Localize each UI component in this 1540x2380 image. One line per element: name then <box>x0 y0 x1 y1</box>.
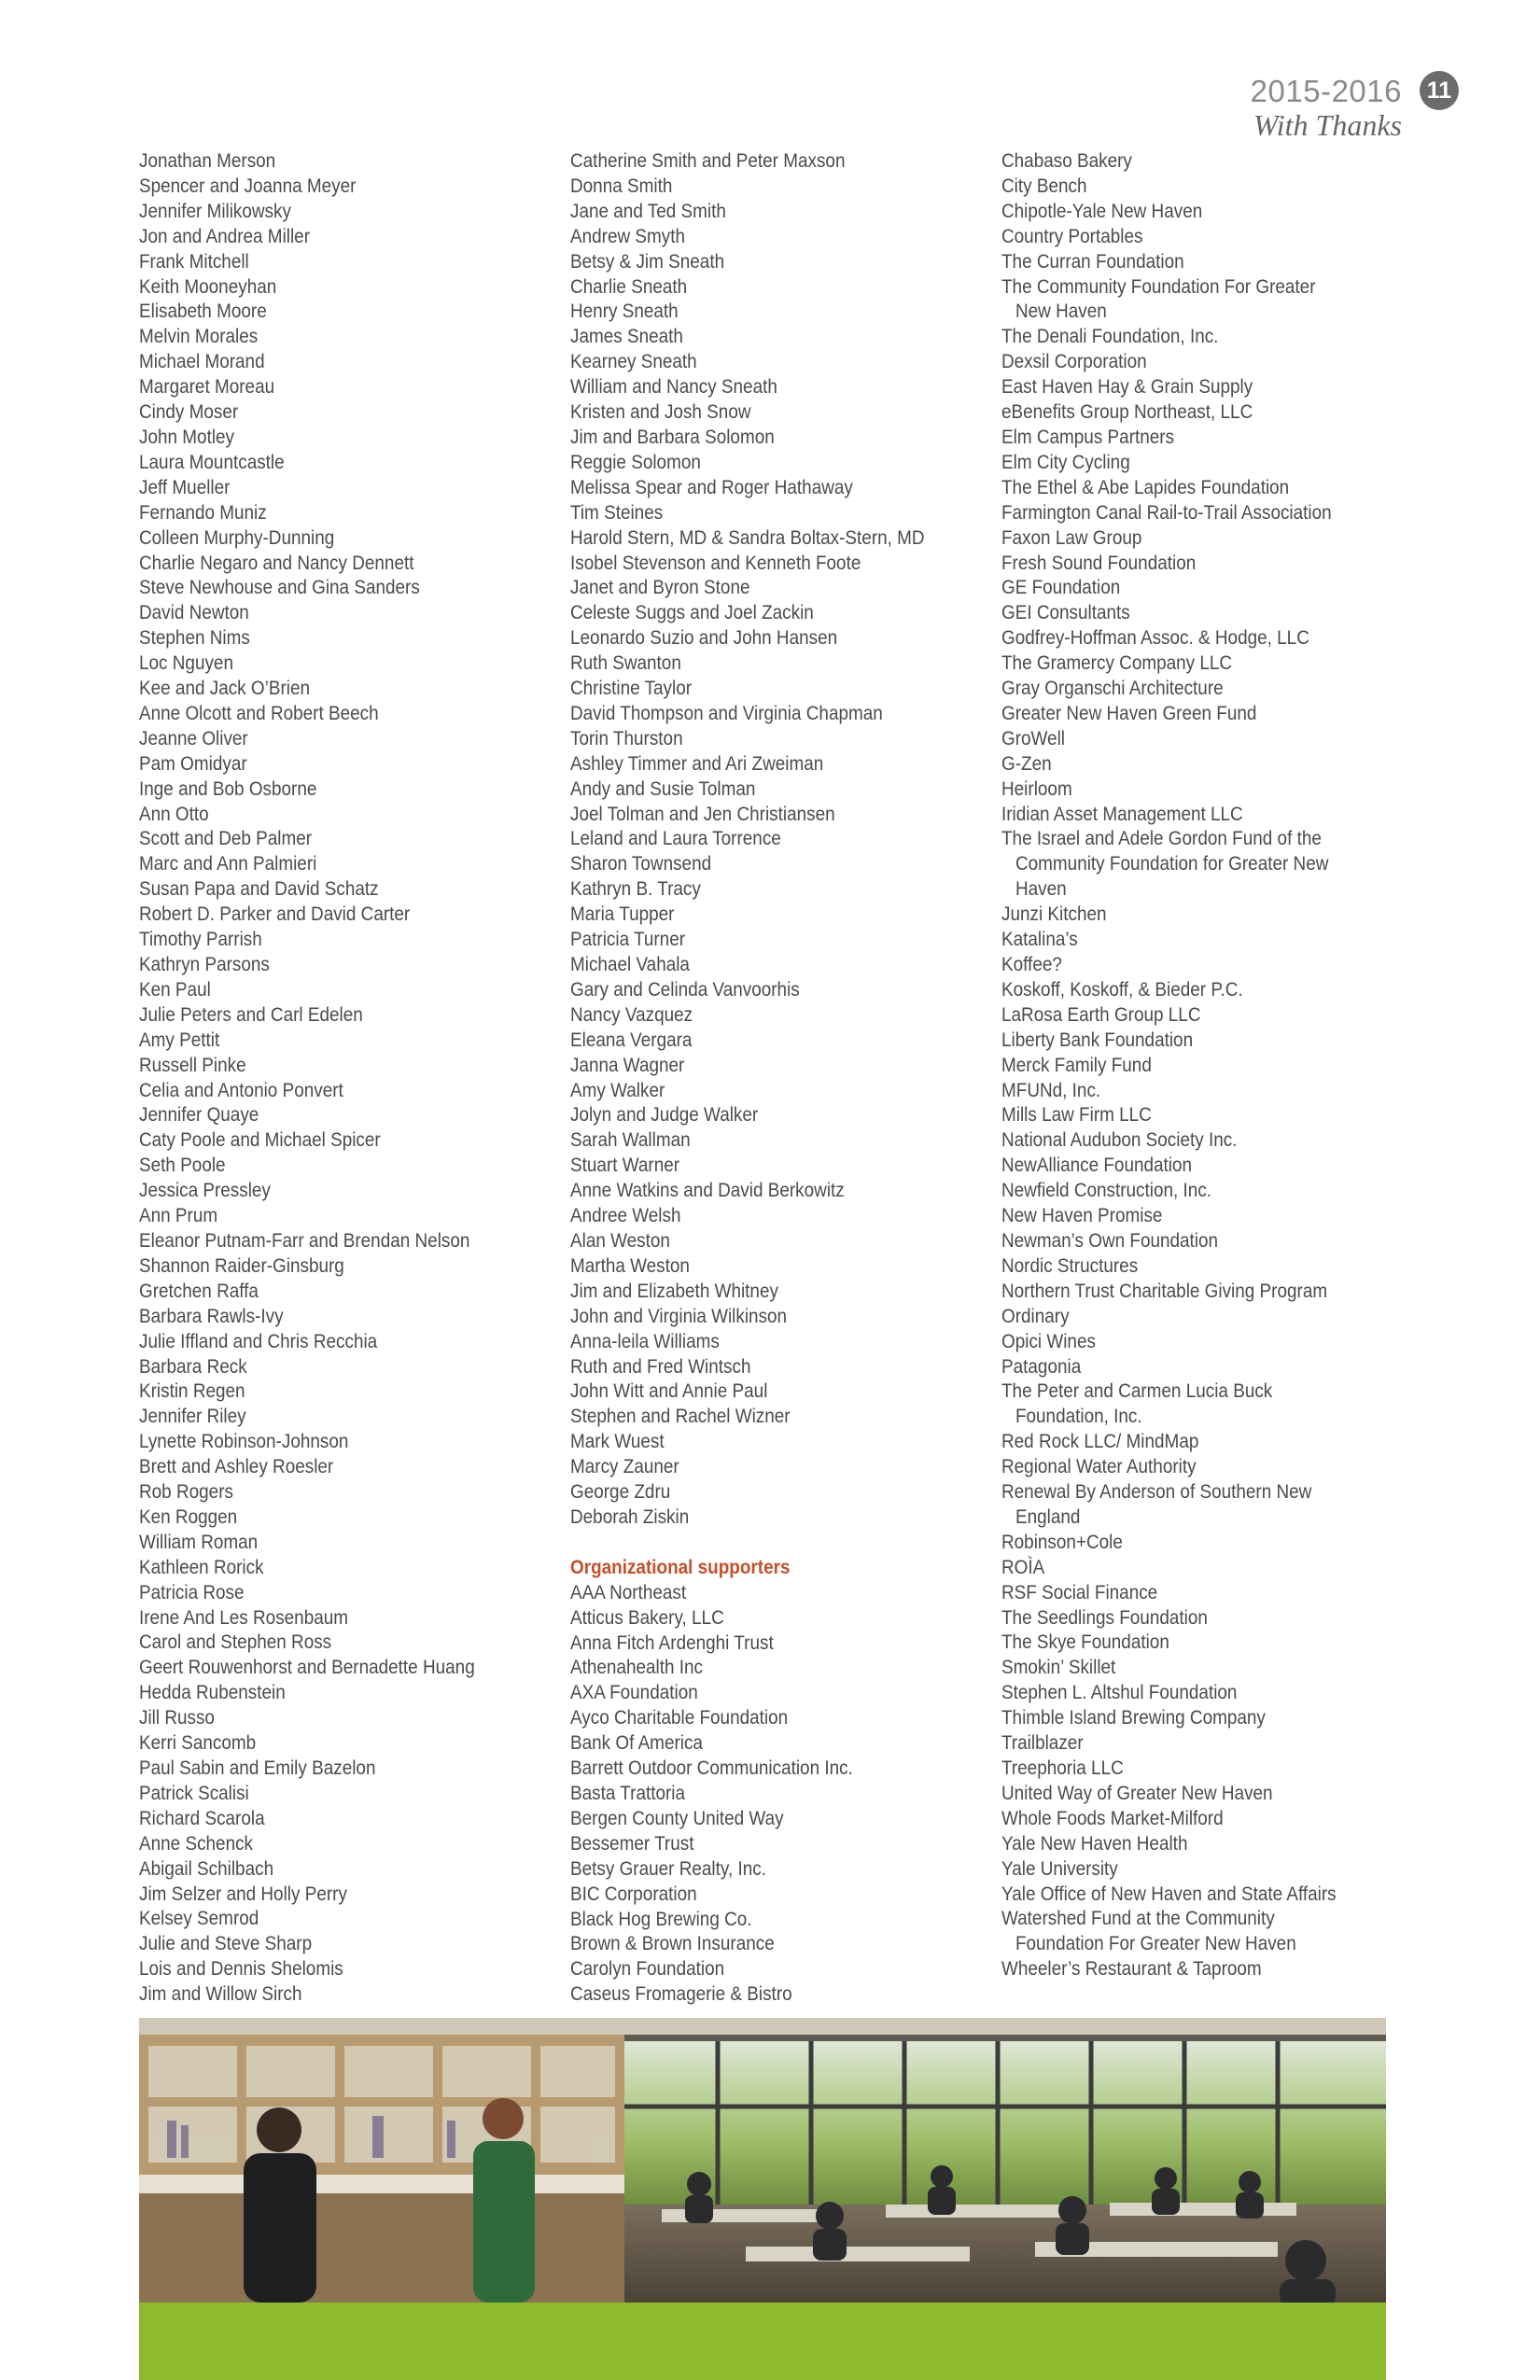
donor-name: Rob Rogers <box>139 1480 233 1504</box>
org-name: Barrett Outdoor Communication Inc. <box>570 1757 853 1780</box>
org-name: England <box>1015 1505 1081 1528</box>
donor-name: Andrew Smyth <box>570 224 686 247</box>
org-column-3 <box>1001 148 1403 1981</box>
donor-name: Stephen Nims <box>139 626 250 650</box>
donor-name: Hedda Rubenstein <box>139 1681 286 1704</box>
donor-name: Jim Selzer and Holly Perry <box>139 1882 347 1905</box>
donor-name: Jim and Elizabeth Whitney <box>570 1279 778 1302</box>
org-name: ROÌA <box>1001 1555 1045 1578</box>
classroom-illustration <box>139 2018 1386 2303</box>
donor-name: Melissa Spear and Roger Hathaway <box>570 475 853 498</box>
org-name: Faxon Law Group <box>1001 525 1142 549</box>
donor-name: Jon and Andrea Miller <box>139 224 311 247</box>
donor-name: Lois and Dennis Shelomis <box>139 1957 343 1981</box>
donor-name: Scott and Deb Palmer <box>139 827 313 850</box>
donor-name: John Witt and Annie Paul <box>570 1379 768 1403</box>
donor-name: Elisabeth Moore <box>139 300 267 323</box>
donor-name: Pam Omidyar <box>139 751 247 775</box>
donor-name: Lynette Robinson-Johnson <box>139 1430 349 1453</box>
org-name: Haven <box>1015 877 1067 901</box>
org-name: The Peter and Carmen Lucia Buck <box>1001 1379 1273 1403</box>
donor-name: Janna Wagner <box>570 1053 685 1076</box>
donor-name: Barbara Reck <box>139 1354 247 1378</box>
org-name: Chabaso Bakery <box>1001 149 1132 172</box>
donor-name: Jennifer Quaye <box>139 1103 259 1127</box>
donor-name: Andy and Susie Tolman <box>570 777 756 800</box>
org-name: Caseus Fromagerie & Bistro <box>570 1982 792 2006</box>
donor-name: Julie Iffland and Chris Recchia <box>139 1329 378 1352</box>
donor-name: Jim and Willow Sirch <box>139 1982 302 2006</box>
org-name: Trailblazer <box>1001 1731 1084 1755</box>
org-name: Junzi Kitchen <box>1001 903 1107 926</box>
org-name: The Ethel & Abe Lapides Foundation <box>1001 475 1290 498</box>
org-name: AAA Northeast <box>570 1580 687 1603</box>
donor-name: Anna-leila Williams <box>570 1329 720 1352</box>
org-name: United Way of Greater New Haven <box>1001 1781 1273 1804</box>
org-name: Anna Fitch Ardenghi Trust <box>570 1631 774 1654</box>
donor-name: Jolyn and Judge Walker <box>570 1103 759 1127</box>
donor-name: Betsy & Jim Sneath <box>570 249 725 273</box>
donor-name: Jeff Mueller <box>139 475 231 498</box>
org-name: Betsy Grauer Realty, Inc. <box>570 1856 766 1880</box>
org-name: City Bench <box>1001 174 1087 197</box>
org-name: Robinson+Cole <box>1001 1530 1123 1553</box>
org-name: Yale New Haven Health <box>1001 1831 1188 1855</box>
org-name: Basta Trattoria <box>570 1782 686 1804</box>
donor-name: Cindy Moser <box>139 400 239 424</box>
donor-name: Patricia Rose <box>139 1580 245 1603</box>
donor-name: Irene And Les Rosenbaum <box>139 1605 349 1629</box>
donor-name: Deborah Ziskin <box>570 1505 690 1528</box>
org-name: NewAlliance Foundation <box>1001 1154 1193 1177</box>
org-name: Patagonia <box>1001 1354 1082 1378</box>
donor-name: Andree Welsh <box>570 1204 681 1227</box>
org-name: Community Foundation for Greater New <box>1015 852 1329 875</box>
donor-name: Kathleen Rorick <box>139 1555 264 1578</box>
donor-name: Shannon Raider-Ginsburg <box>139 1253 344 1277</box>
donor-name: Nancy Vazquez <box>570 1002 693 1026</box>
org-name: The Seedlings Foundation <box>1001 1605 1208 1629</box>
org-name: LaRosa Earth Group LLC <box>1001 1002 1201 1026</box>
org-name: Atticus Bakery, LLC <box>570 1605 724 1629</box>
org-name: MFUNd, Inc. <box>1001 1078 1101 1101</box>
donor-name: Maria Tupper <box>570 903 675 926</box>
donor-name: Jessica Pressley <box>139 1179 271 1202</box>
donor-name: Jim and Barbara Solomon <box>570 425 775 448</box>
donor-name: Carol and Stephen Ross <box>139 1631 332 1654</box>
donor-name: Robert D. Parker and David Carter <box>139 903 411 926</box>
org-name: The Community Foundation For Greater <box>1001 274 1316 298</box>
donor-name: Loc Nguyen <box>139 651 233 675</box>
org-name: Katalina’s <box>1001 928 1078 951</box>
org-name: Gray Organschi Architecture <box>1001 677 1224 700</box>
org-name: Foundation For Greater New Haven <box>1015 1932 1296 1955</box>
donor-name: Susan Papa and David Schatz <box>139 877 379 901</box>
donor-name: Patrick Scalisi <box>139 1781 249 1804</box>
org-name: Brown & Brown Insurance <box>570 1932 775 1955</box>
donor-name: Gary and Celinda Vanvoorhis <box>570 977 800 1001</box>
org-name: Bessemer Trust <box>570 1831 694 1855</box>
donor-name: Barbara Rawls-Ivy <box>139 1304 284 1327</box>
donor-name: Charlie Negaro and Nancy Dennett <box>139 551 414 574</box>
donor-name: David Thompson and Virginia Chapman <box>570 701 883 724</box>
donor-name: Marc and Ann Palmieri <box>139 852 317 875</box>
org-name: Whole Foods Market-Milford <box>1001 1806 1224 1829</box>
donor-name: Tim Steines <box>570 500 664 524</box>
org-name: GE Foundation <box>1001 576 1121 599</box>
page-number-badge: 11 <box>1420 71 1459 110</box>
org-name: Renewal By Anderson of Southern New <box>1001 1480 1312 1504</box>
org-name: The Gramercy Company LLC <box>1001 651 1233 675</box>
donor-name: Fernando Muniz <box>139 500 267 524</box>
donor-name: Russell Pinke <box>139 1053 246 1076</box>
header-year: 2015-2016 <box>1250 74 1402 108</box>
org-name: New Haven Promise <box>1001 1204 1163 1227</box>
donor-name: Gretchen Raffa <box>139 1279 259 1302</box>
donor-name: John Motley <box>139 425 235 448</box>
donor-name: Ann Otto <box>139 802 209 825</box>
donor-name: Sharon Townsend <box>570 852 712 875</box>
org-name: RSF Social Finance <box>1001 1580 1158 1603</box>
donor-name: Janet and Byron Stone <box>570 576 750 599</box>
donor-name: Margaret Moreau <box>139 375 275 399</box>
donor-name: Kristin Regen <box>139 1379 245 1403</box>
donor-name: Richard Scarola <box>139 1806 265 1829</box>
donor-name: Christine Taylor <box>570 677 693 700</box>
org-name: G-Zen <box>1001 751 1052 775</box>
org-name: Koffee? <box>1001 953 1062 975</box>
donor-name: Kristen and Josh Snow <box>570 400 751 424</box>
donor-name: William Roman <box>139 1530 259 1553</box>
donor-name: Ann Prum <box>139 1204 218 1227</box>
org-name: East Haven Hay & Grain Supply <box>1001 375 1253 399</box>
org-name: Black Hog Brewing Co. <box>570 1907 752 1930</box>
org-name: Liberty Bank Foundation <box>1001 1028 1194 1051</box>
donor-name: Timothy Parrish <box>139 928 262 951</box>
donor-list <box>570 148 972 1530</box>
donor-name: Keith Mooneyhan <box>139 274 277 298</box>
donor-name: Henry Sneath <box>570 300 679 323</box>
donor-name: Mark Wuest <box>570 1430 665 1453</box>
donor-name: Ruth and Fred Wintsch <box>570 1354 751 1378</box>
donor-name: Amy Pettit <box>139 1028 220 1051</box>
org-name: Country Portables <box>1001 224 1143 247</box>
donor-name: Melvin Morales <box>139 325 259 348</box>
donor-name: Martha Weston <box>570 1253 690 1277</box>
header-subtitle: With Thanks <box>1253 108 1402 142</box>
org-name: Mills Law Firm LLC <box>1001 1103 1152 1127</box>
donor-name: Harold Stern, MD & Sandra Boltax-Stern, MD <box>570 525 925 549</box>
org-list <box>570 1580 972 2007</box>
donor-name: Donna Smith <box>570 174 673 197</box>
donor-name: Anne Olcott and Robert Beech <box>139 701 379 724</box>
org-name: Carolyn Foundation <box>570 1957 725 1981</box>
donor-name: Stuart Warner <box>570 1154 680 1177</box>
org-name: Elm Campus Partners <box>1001 425 1175 448</box>
org-name: National Audubon Society Inc. <box>1001 1128 1238 1152</box>
donor-name: Ashley Timmer and Ari Zweiman <box>570 751 824 775</box>
donor-name: Sarah Wallman <box>570 1128 691 1152</box>
org-name: Stephen L. Altshul Foundation <box>1001 1681 1238 1704</box>
donor-name: Kee and Jack O’Brien <box>139 677 310 700</box>
donor-name: Ken Roggen <box>139 1505 238 1528</box>
org-name: Dexsil Corporation <box>1001 350 1147 373</box>
org-name: BIC Corporation <box>570 1882 697 1905</box>
donor-name: Jill Russo <box>139 1706 215 1729</box>
org-name: The Israel and Adele Gordon Fund of the <box>1001 827 1322 850</box>
org-name: Heirloom <box>1001 777 1072 800</box>
org-name: The Skye Foundation <box>1001 1631 1169 1654</box>
org-name: Nordic Structures <box>1001 1253 1139 1277</box>
org-name: Wheeler’s Restaurant & Taproom <box>1001 1957 1262 1981</box>
donor-name: Amy Walker <box>570 1078 665 1101</box>
donor-name: Jeanne Oliver <box>139 726 248 749</box>
page-header <box>1251 75 1402 142</box>
org-name: Newman’s Own Foundation <box>1001 1228 1219 1252</box>
donor-name: Celeste Suggs and Joel Zackin <box>570 601 814 624</box>
donor-name: Alan Weston <box>570 1228 670 1252</box>
org-name: Regional Water Authority <box>1001 1455 1197 1478</box>
org-name: Watershed Fund at the Community <box>1001 1907 1275 1930</box>
org-name: Opici Wines <box>1001 1329 1096 1352</box>
org-name: Iridian Asset Management LLC <box>1001 802 1243 825</box>
org-name: Merck Family Fund <box>1001 1053 1152 1076</box>
org-name: Bank Of America <box>570 1731 703 1755</box>
donor-name: Anne Watkins and David Berkowitz <box>570 1179 845 1202</box>
donor-name: Spencer and Joanna Meyer <box>139 174 357 197</box>
org-name: Athenahealth Inc <box>570 1656 704 1679</box>
donor-name: Laura Mountcastle <box>139 450 285 473</box>
donor-name: Inge and Bob Osborne <box>139 777 317 800</box>
donor-name: Eleanor Putnam-Farr and Brendan Nelson <box>139 1228 470 1252</box>
donor-name: Isobel Stevenson and Kenneth Foote <box>570 551 861 574</box>
org-name: Ayco Charitable Foundation <box>570 1706 789 1729</box>
donor-name: Eleana Vergara <box>570 1028 693 1051</box>
org-name: Bergen County United Way <box>570 1806 784 1829</box>
donor-name: Anne Schenck <box>139 1831 254 1855</box>
donor-name: Kerri Sancomb <box>139 1731 257 1755</box>
donor-name: Celia and Antonio Ponvert <box>139 1078 343 1101</box>
donor-name: John and Virginia Wilkinson <box>570 1304 788 1327</box>
donor-name: Paul Sabin and Emily Bazelon <box>139 1757 376 1779</box>
donor-name: Michael Morand <box>139 350 265 373</box>
org-name: eBenefits Group Northeast, LLC <box>1001 400 1253 424</box>
donor-name: Charlie Sneath <box>570 274 688 298</box>
donor-name: Kathryn Parsons <box>139 953 270 975</box>
org-name: Koskoff, Koskoff, & Bieder P.C. <box>1001 977 1243 1001</box>
donor-name: Jane and Ted Smith <box>570 199 726 222</box>
org-name: The Denali Foundation, Inc. <box>1001 325 1219 348</box>
org-name: The Curran Foundation <box>1001 249 1184 273</box>
org-name: Newfield Construction, Inc. <box>1001 1179 1212 1202</box>
donor-name: Kelsey Semrod <box>139 1907 259 1930</box>
donor-name: Stephen and Rachel Wizner <box>570 1405 791 1428</box>
org-name: Foundation, Inc. <box>1015 1405 1142 1428</box>
org-name: AXA Foundation <box>570 1681 698 1704</box>
donor-name: Torin Thurston <box>570 726 683 749</box>
donor-column-2 <box>570 148 972 2007</box>
org-name: Yale Office of New Haven and State Affairs <box>1001 1882 1337 1905</box>
donor-name: Steve Newhouse and Gina Sanders <box>139 576 420 599</box>
donor-name: George Zdru <box>570 1480 671 1504</box>
org-name: Ordinary <box>1001 1304 1070 1327</box>
org-name: Greater New Haven Green Fund <box>1001 701 1257 724</box>
donor-name: Julie and Steve Sharp <box>139 1932 313 1955</box>
org-name: Farmington Canal Rail-to-Trail Association <box>1001 500 1332 524</box>
donor-name: Kearney Sneath <box>570 350 697 373</box>
donor-name: Marcy Zauner <box>570 1455 679 1478</box>
org-name: New Haven <box>1015 300 1107 323</box>
donor-name: Brett and Ashley Roesler <box>139 1455 334 1478</box>
org-name: Smokin’ Skillet <box>1001 1656 1116 1679</box>
donor-name: James Sneath <box>570 325 683 348</box>
donor-name: Frank Mitchell <box>139 249 249 273</box>
donor-name: Ken Paul <box>139 977 211 1001</box>
org-supporters-heading: Organizational supporters <box>570 1555 791 1578</box>
donor-name: Patricia Turner <box>570 928 686 951</box>
donor-name: Colleen Murphy-Dunning <box>139 525 335 549</box>
donor-name: Joel Tolman and Jen Christiansen <box>570 802 835 825</box>
donor-name: Kathryn B. Tracy <box>570 877 701 901</box>
donor-name: Reggie Solomon <box>570 450 701 473</box>
org-name: GroWell <box>1001 726 1065 749</box>
donor-name: Julie Peters and Carl Edelen <box>139 1002 363 1026</box>
org-name: Chipotle-Yale New Haven <box>1001 199 1203 222</box>
org-name: Thimble Island Brewing Company <box>1001 1706 1266 1729</box>
donor-name: Abigail Schilbach <box>139 1856 274 1880</box>
donor-name: William and Nancy Sneath <box>570 375 777 399</box>
donor-name: Jonathan Merson <box>139 149 276 172</box>
org-name: Yale University <box>1001 1856 1118 1880</box>
footer-green-bar <box>139 2303 1386 2380</box>
donor-name: Leonardo Suzio and John Hansen <box>570 626 838 650</box>
donor-name: Leland and Laura Torrence <box>570 827 781 850</box>
donor-name: Caty Poole and Michael Spicer <box>139 1128 381 1152</box>
donor-name: Seth Poole <box>139 1154 226 1177</box>
donor-column-1 <box>139 148 540 2007</box>
donor-name: Jennifer Milikowsky <box>139 199 291 222</box>
org-name: Red Rock LLC/ MindMap <box>1001 1430 1199 1453</box>
donor-name: Catherine Smith and Peter Maxson <box>570 149 846 172</box>
org-name: Godfrey-Hoffman Assoc. & Hodge, LLC <box>1001 626 1309 650</box>
donor-name: Geert Rouwenhorst and Bernadette Huang <box>139 1656 475 1679</box>
org-name: Treephoria LLC <box>1001 1757 1124 1779</box>
org-name: GEI Consultants <box>1001 601 1130 624</box>
donor-name: Michael Vahala <box>570 953 690 975</box>
org-name: Fresh Sound Foundation <box>1001 551 1197 574</box>
org-name: Elm City Cycling <box>1001 450 1130 473</box>
donor-name: David Newton <box>139 601 249 624</box>
org-name: Northern Trust Charitable Giving Program <box>1001 1279 1328 1302</box>
donor-name: Ruth Swanton <box>570 651 681 675</box>
classroom-photo <box>139 2018 1386 2303</box>
donor-name: Jennifer Riley <box>139 1405 246 1428</box>
